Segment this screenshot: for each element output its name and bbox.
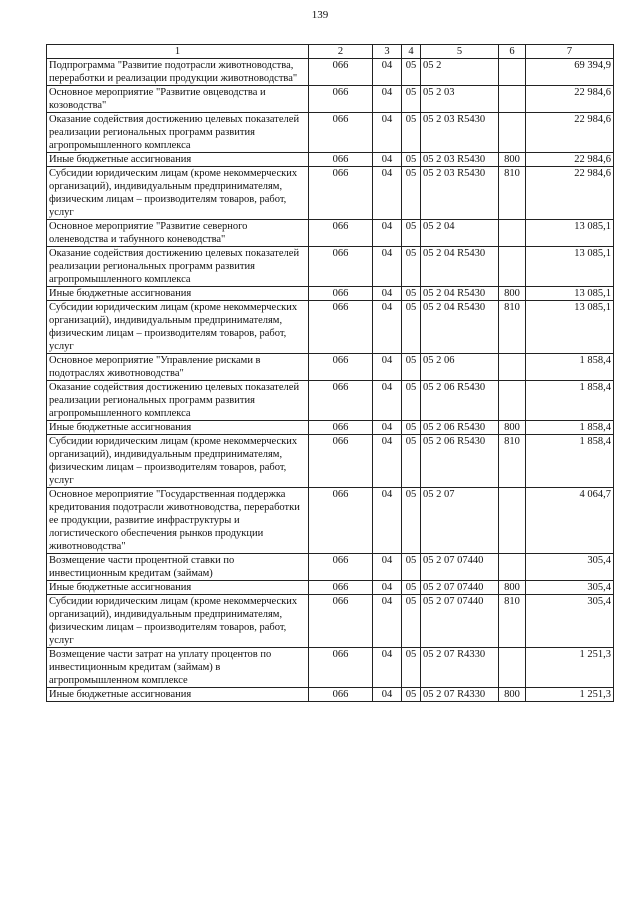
row-pr-cell: 05 — [402, 595, 421, 648]
row-cs-cell: 05 2 03 — [421, 86, 499, 113]
row-name-cell: Возмещение части затрат на уплату процентов по инвестиционным кредитам (займам) в агропромышленном комплексе — [47, 648, 309, 688]
row-cs-cell: 05 2 04 R5430 — [421, 287, 499, 301]
row-cs-cell: 05 2 04 — [421, 220, 499, 247]
row-rz-cell: 04 — [373, 354, 402, 381]
row-vr-cell: 810 — [499, 167, 526, 220]
row-pr-cell: 05 — [402, 554, 421, 581]
row-grbs-cell: 066 — [309, 287, 373, 301]
table-row — [47, 301, 614, 354]
row-cs-cell: 05 2 07 — [421, 488, 499, 554]
row-name-cell: Подпрограмма "Развитие подотрасли животноводства, переработки и реализации продукции животноводства" — [47, 59, 309, 86]
row-name-cell: Основное мероприятие "Государственная поддержка кредитования подотрасли животноводства, переработки ее продукции, развитие инфраструктуры и логистического обеспечения рынков продукции животноводства" — [47, 488, 309, 554]
row-cs-cell: 05 2 04 R5430 — [421, 247, 499, 287]
row-rz-cell: 04 — [373, 595, 402, 648]
row-grbs-cell: 066 — [309, 421, 373, 435]
row-name-cell: Иные бюджетные ассигнования — [47, 581, 309, 595]
row-vr-cell — [499, 86, 526, 113]
row-cs-cell: 05 2 07 07440 — [421, 595, 499, 648]
table-row — [47, 554, 614, 581]
row-pr-cell: 05 — [402, 581, 421, 595]
row-vr-cell: 800 — [499, 421, 526, 435]
row-name-cell: Иные бюджетные ассигнования — [47, 688, 309, 702]
row-cs-cell: 05 2 06 R5430 — [421, 435, 499, 488]
row-rz-cell: 04 — [373, 381, 402, 421]
row-vr-cell — [499, 247, 526, 287]
row-pr-cell: 05 — [402, 113, 421, 153]
row-grbs-cell: 066 — [309, 581, 373, 595]
row-amount-cell: 13 085,1 — [526, 287, 614, 301]
table-row — [47, 86, 614, 113]
row-rz-cell: 04 — [373, 688, 402, 702]
row-rz-cell: 04 — [373, 554, 402, 581]
row-pr-cell: 05 — [402, 648, 421, 688]
header-cell-grbs: 2 — [309, 45, 373, 59]
row-grbs-cell: 066 — [309, 648, 373, 688]
row-vr-cell — [499, 354, 526, 381]
row-cs-cell: 05 2 06 R5430 — [421, 421, 499, 435]
row-amount-cell: 13 085,1 — [526, 247, 614, 287]
row-pr-cell: 05 — [402, 167, 421, 220]
table-row — [47, 581, 614, 595]
header-cell-rz: 3 — [373, 45, 402, 59]
row-name-cell: Оказание содействия достижению целевых показателей реализации региональных программ развития агропромышленного комплекса — [47, 381, 309, 421]
row-amount-cell: 4 064,7 — [526, 488, 614, 554]
header-cell-pr: 4 — [402, 45, 421, 59]
row-grbs-cell: 066 — [309, 381, 373, 421]
row-amount-cell: 1 251,3 — [526, 648, 614, 688]
row-grbs-cell: 066 — [309, 59, 373, 86]
row-cs-cell: 05 2 07 R4330 — [421, 648, 499, 688]
row-rz-cell: 04 — [373, 153, 402, 167]
table-row — [47, 287, 614, 301]
row-name-cell: Возмещение части процентной ставки по инвестиционным кредитам (займам) — [47, 554, 309, 581]
row-name-cell: Иные бюджетные ассигнования — [47, 421, 309, 435]
row-rz-cell: 04 — [373, 421, 402, 435]
row-rz-cell: 04 — [373, 247, 402, 287]
row-pr-cell: 05 — [402, 421, 421, 435]
header-row — [47, 45, 614, 59]
budget-table — [46, 44, 614, 702]
row-rz-cell: 04 — [373, 301, 402, 354]
row-pr-cell: 05 — [402, 247, 421, 287]
header-cell-name: 1 — [47, 45, 309, 59]
table-row — [47, 488, 614, 554]
row-cs-cell: 05 2 07 07440 — [421, 581, 499, 595]
table-row — [47, 59, 614, 86]
row-grbs-cell: 066 — [309, 301, 373, 354]
row-vr-cell: 810 — [499, 301, 526, 354]
row-amount-cell: 22 984,6 — [526, 113, 614, 153]
row-grbs-cell: 066 — [309, 220, 373, 247]
row-cs-cell: 05 2 03 R5430 — [421, 153, 499, 167]
row-amount-cell: 1 251,3 — [526, 688, 614, 702]
row-rz-cell: 04 — [373, 167, 402, 220]
table-row — [47, 354, 614, 381]
row-rz-cell: 04 — [373, 435, 402, 488]
row-vr-cell — [499, 381, 526, 421]
row-name-cell: Оказание содействия достижению целевых показателей реализации региональных программ развития агропромышленного комплекса — [47, 247, 309, 287]
row-name-cell: Субсидии юридическим лицам (кроме некоммерческих организаций), индивидуальным предпринимателям, физическим лицам – производителям товаров, работ, услуг — [47, 435, 309, 488]
row-cs-cell: 05 2 03 R5430 — [421, 113, 499, 153]
table-row — [47, 381, 614, 421]
row-name-cell: Основное мероприятие "Управление рисками в подотраслях животноводства" — [47, 354, 309, 381]
row-grbs-cell: 066 — [309, 113, 373, 153]
row-name-cell: Субсидии юридическим лицам (кроме некоммерческих организаций), индивидуальным предпринимателям, физическим лицам – производителям товаров, работ, услуг — [47, 301, 309, 354]
row-amount-cell: 22 984,6 — [526, 153, 614, 167]
row-cs-cell: 05 2 07 07440 — [421, 554, 499, 581]
table-row — [47, 167, 614, 220]
row-amount-cell: 305,4 — [526, 595, 614, 648]
row-rz-cell: 04 — [373, 113, 402, 153]
row-cs-cell: 05 2 07 R4330 — [421, 688, 499, 702]
row-vr-cell: 810 — [499, 595, 526, 648]
row-amount-cell: 1 858,4 — [526, 381, 614, 421]
row-pr-cell: 05 — [402, 688, 421, 702]
row-grbs-cell: 066 — [309, 554, 373, 581]
row-vr-cell — [499, 113, 526, 153]
row-name-cell: Основное мероприятие "Развитие северного оленеводства и табунного коневодства" — [47, 220, 309, 247]
row-pr-cell: 05 — [402, 301, 421, 354]
row-vr-cell: 800 — [499, 153, 526, 167]
row-name-cell: Иные бюджетные ассигнования — [47, 153, 309, 167]
row-vr-cell — [499, 220, 526, 247]
row-grbs-cell: 066 — [309, 354, 373, 381]
row-vr-cell: 810 — [499, 435, 526, 488]
row-grbs-cell: 066 — [309, 86, 373, 113]
table-row — [47, 247, 614, 287]
row-amount-cell: 22 984,6 — [526, 167, 614, 220]
row-amount-cell: 1 858,4 — [526, 435, 614, 488]
row-name-cell: Иные бюджетные ассигнования — [47, 287, 309, 301]
row-amount-cell: 13 085,1 — [526, 301, 614, 354]
table-row — [47, 595, 614, 648]
row-pr-cell: 05 — [402, 153, 421, 167]
row-pr-cell: 05 — [402, 59, 421, 86]
row-amount-cell: 13 085,1 — [526, 220, 614, 247]
row-cs-cell: 05 2 03 R5430 — [421, 167, 499, 220]
row-grbs-cell: 066 — [309, 488, 373, 554]
row-name-cell: Субсидии юридическим лицам (кроме некоммерческих организаций), индивидуальным предпринимателям, физическим лицам – производителям товаров, работ, услуг — [47, 167, 309, 220]
row-amount-cell: 305,4 — [526, 554, 614, 581]
row-name-cell: Основное мероприятие "Развитие овцеводства и козоводства" — [47, 86, 309, 113]
row-grbs-cell: 066 — [309, 247, 373, 287]
row-amount-cell: 1 858,4 — [526, 421, 614, 435]
row-vr-cell: 800 — [499, 287, 526, 301]
row-cs-cell: 05 2 — [421, 59, 499, 86]
row-grbs-cell: 066 — [309, 435, 373, 488]
row-pr-cell: 05 — [402, 435, 421, 488]
row-rz-cell: 04 — [373, 648, 402, 688]
row-name-cell: Оказание содействия достижению целевых показателей реализации региональных программ развития агропромышленного комплекса — [47, 113, 309, 153]
header-cell-vr: 6 — [499, 45, 526, 59]
row-vr-cell: 800 — [499, 688, 526, 702]
table-row — [47, 421, 614, 435]
row-pr-cell: 05 — [402, 381, 421, 421]
page-number: 139 — [311, 9, 329, 21]
header-cell-amount: 7 — [526, 45, 614, 59]
table-row — [47, 220, 614, 247]
row-pr-cell: 05 — [402, 354, 421, 381]
row-amount-cell: 22 984,6 — [526, 86, 614, 113]
row-grbs-cell: 066 — [309, 167, 373, 220]
row-rz-cell: 04 — [373, 287, 402, 301]
table-row — [47, 113, 614, 153]
row-rz-cell: 04 — [373, 59, 402, 86]
row-vr-cell: 800 — [499, 581, 526, 595]
row-pr-cell: 05 — [402, 287, 421, 301]
row-pr-cell: 05 — [402, 220, 421, 247]
header-cell-cs: 5 — [421, 45, 499, 59]
row-pr-cell: 05 — [402, 86, 421, 113]
row-cs-cell: 05 2 06 R5430 — [421, 381, 499, 421]
table-row — [47, 688, 614, 702]
row-grbs-cell: 066 — [309, 688, 373, 702]
row-rz-cell: 04 — [373, 488, 402, 554]
row-grbs-cell: 066 — [309, 595, 373, 648]
row-vr-cell — [499, 59, 526, 86]
row-amount-cell: 1 858,4 — [526, 354, 614, 381]
table-row — [47, 153, 614, 167]
row-grbs-cell: 066 — [309, 153, 373, 167]
row-amount-cell: 69 394,9 — [526, 59, 614, 86]
row-cs-cell: 05 2 04 R5430 — [421, 301, 499, 354]
row-vr-cell — [499, 488, 526, 554]
row-vr-cell — [499, 648, 526, 688]
row-rz-cell: 04 — [373, 220, 402, 247]
row-vr-cell — [499, 554, 526, 581]
table-row — [47, 648, 614, 688]
row-rz-cell: 04 — [373, 86, 402, 113]
row-name-cell: Субсидии юридическим лицам (кроме некоммерческих организаций), индивидуальным предпринимателям, физическим лицам – производителям товаров, работ, услуг — [47, 595, 309, 648]
row-cs-cell: 05 2 06 — [421, 354, 499, 381]
row-rz-cell: 04 — [373, 581, 402, 595]
table-row — [47, 435, 614, 488]
row-pr-cell: 05 — [402, 488, 421, 554]
row-amount-cell: 305,4 — [526, 581, 614, 595]
